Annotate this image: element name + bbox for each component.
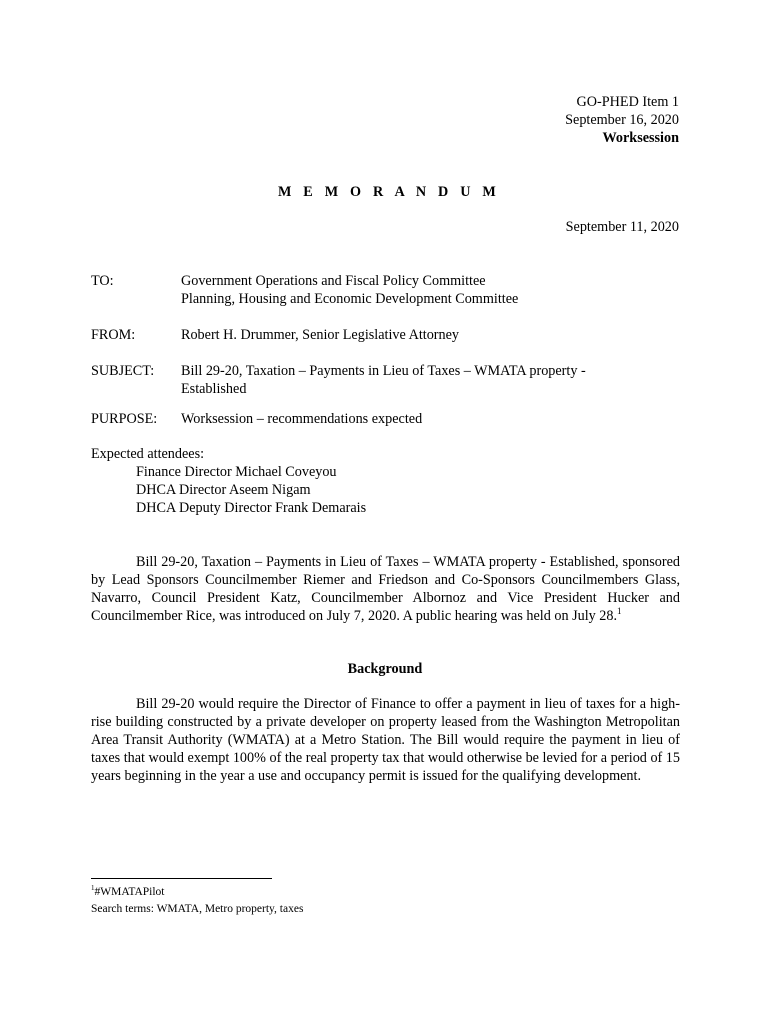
to-label: TO:: [91, 273, 114, 289]
attendee: DHCA Director Aseem Nigam: [136, 482, 311, 498]
attendee: Finance Director Michael Coveyou: [136, 464, 337, 480]
subject-value: [181, 362, 681, 398]
to-value: [181, 272, 681, 308]
footnote-tag: #WMATAPilot: [94, 886, 165, 898]
attendees-heading: Expected attendees:: [91, 446, 205, 462]
from-label: FROM:: [91, 327, 136, 343]
footnotes: [91, 884, 303, 918]
from-value: Robert H. Drummer, Senior Legislative Attorney: [181, 327, 459, 343]
meeting-date: September 16, 2020: [565, 112, 679, 128]
purpose-value: Worksession – recommendations expected: [181, 411, 423, 427]
footnote-marker: 1: [91, 884, 95, 892]
background-paragraph: Bill 29-20 would require the Director of Finance to offer a payment in lieu of taxes for a high-rise building constructed by a private developer on property leased from the Washington Metropolitan Area Transit Authority (WMATA) at a Metro Station. The Bill would require the payment in lieu of taxes that would exempt 100% of the real property tax that would otherwise be levied for a period of 15 years beginning in the year a use and occupancy permit is issued for the qualifying development.: [91, 696, 680, 784]
search-terms: Search terms: WMATA, Metro property, taxes: [91, 903, 304, 915]
to-line: Planning, Housing and Economic Development Committee: [181, 291, 519, 307]
purpose-label: PURPOSE:: [91, 411, 158, 427]
subject-label: SUBJECT:: [91, 363, 155, 379]
subject-line: Bill 29-20, Taxation – Payments in Lieu of Taxes – WMATA property -: [181, 363, 586, 379]
attendees-block: [91, 445, 681, 517]
to-line: Government Operations and Fiscal Policy Committee: [181, 273, 486, 289]
session-type: Worksession: [602, 130, 679, 146]
footnote-divider: [91, 878, 272, 879]
footnote-1: [91, 884, 303, 901]
attendee: DHCA Deputy Director Frank Demarais: [136, 500, 367, 516]
intro-paragraph: [91, 553, 680, 625]
item-number: GO-PHED Item 1: [576, 94, 679, 110]
header-block: [565, 93, 679, 147]
subject-line: Established: [181, 381, 247, 397]
footnote-ref: 1: [617, 606, 622, 616]
intro-text: Bill 29-20, Taxation – Payments in Lieu of Taxes – WMATA property - Established, sponsored by Lead Sponsors Councilmember Riemer and Friedson and Co-Sponsors Councilmembers Glass, Navarro, Council President Katz, Councilmember Albornoz and Vice President Hucker and Councilmember Rice, was introduced on July 7, 2020. A public hearing was held on July 28.: [91, 554, 680, 624]
memo-title: M E M O R A N D U M: [277, 184, 501, 200]
memo-date: September 11, 2020: [565, 219, 679, 235]
background-heading: Background: [347, 661, 423, 677]
